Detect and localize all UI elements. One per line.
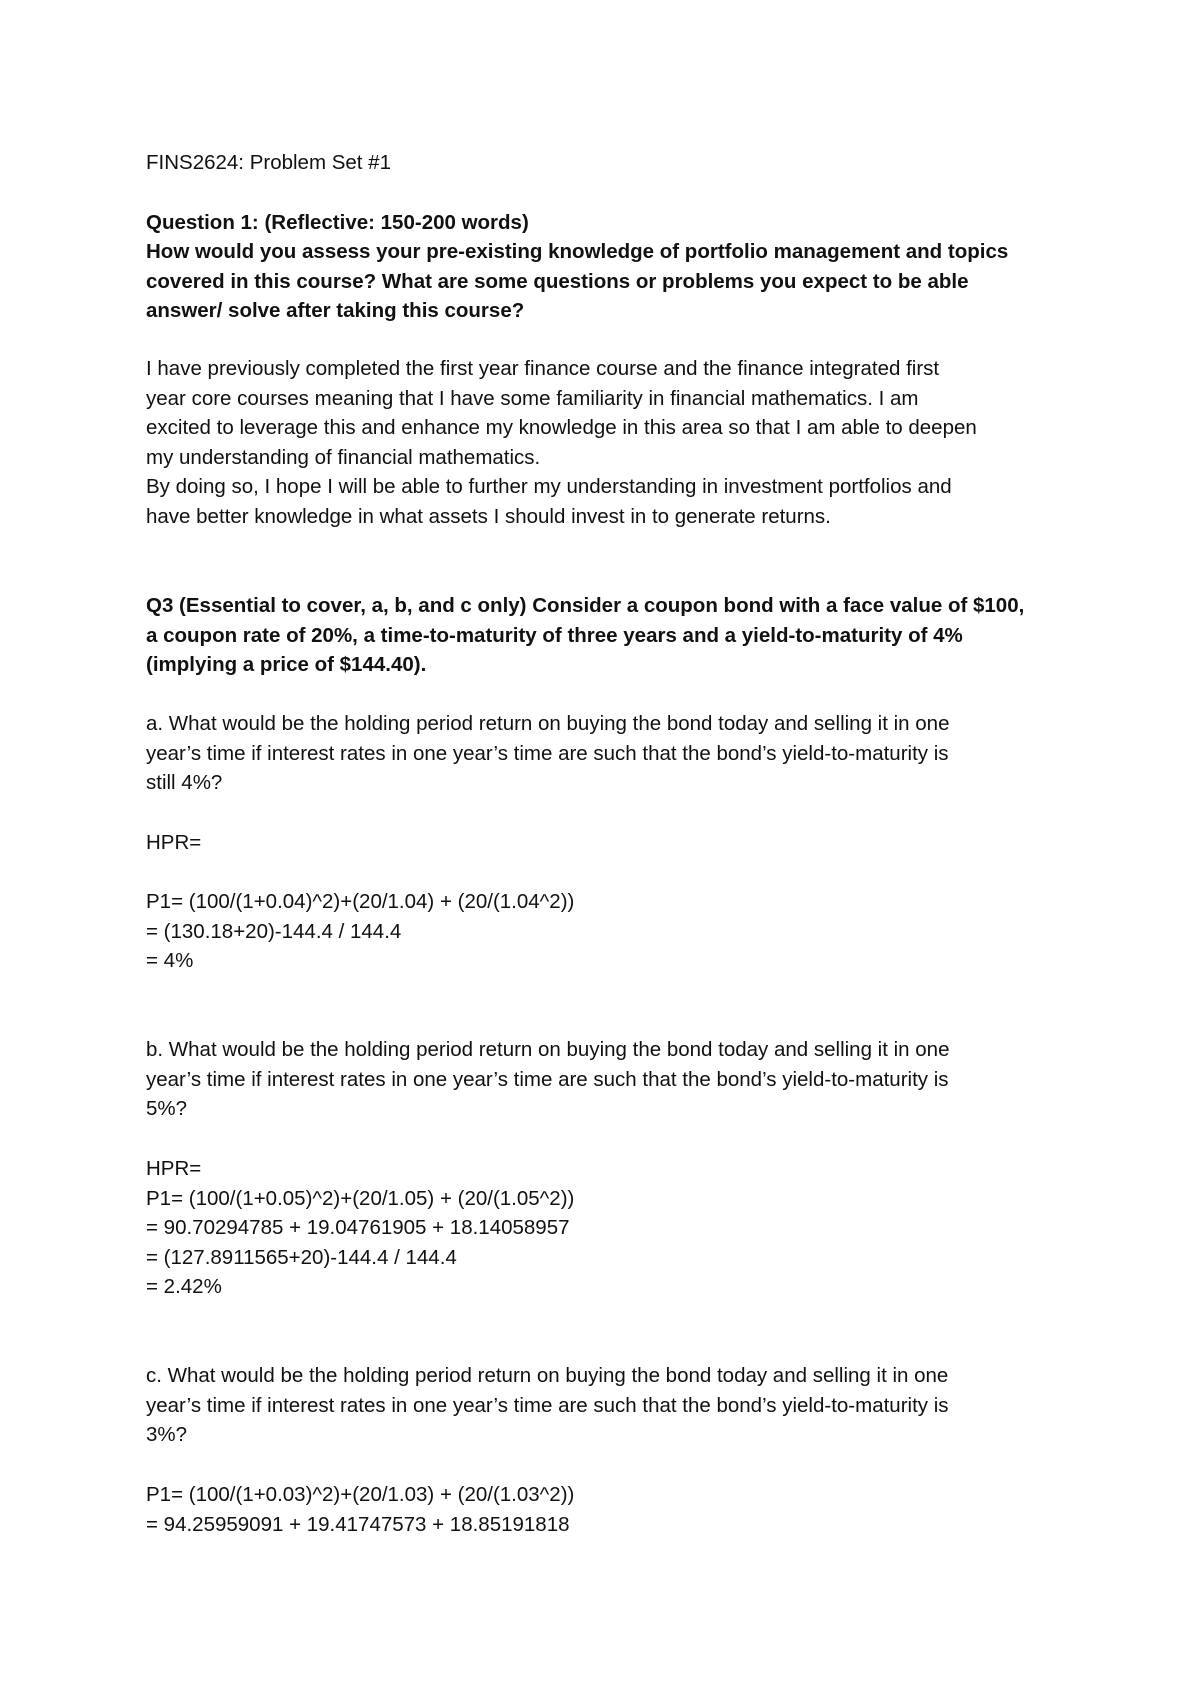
part-a-working-line: = 4% xyxy=(146,949,194,973)
question-1-answer-line: year core courses meaning that I have some familiarity in financial mathematics. I am xyxy=(146,386,919,410)
part-b-working xyxy=(146,1154,1086,1302)
part-b-working-line: = 2.42% xyxy=(146,1275,222,1299)
question-1-answer-line: By doing so, I hope I will be able to further my understanding in investment portfolios and xyxy=(146,475,952,499)
part-c-question xyxy=(146,1361,1086,1450)
part-b-working-line: = (127.8911565+20)-144.4 / 144.4 xyxy=(146,1245,457,1269)
question-1-heading: Question 1: (Reflective: 150-200 words) xyxy=(146,211,529,234)
part-a-question-line: still 4%? xyxy=(146,771,223,795)
part-b-question-line: b. What would be the holding period return on buying the bond today and selling it in one xyxy=(146,1038,950,1061)
question-3-heading xyxy=(146,591,1086,680)
part-b-working-line: HPR= xyxy=(146,1157,202,1180)
part-c-question-line: year’s time if interest rates in one year’s time are such that the bond’s yield-to-maturity is xyxy=(146,1393,949,1417)
part-c-working-line: P1= (100/(1+0.03)^2)+(20/1.03) + (20/(1.03^2)) xyxy=(146,1483,575,1506)
question-3-heading-line: Q3 (Essential to cover, a, b, and c only) Consider a coupon bond with a face value of $100, xyxy=(146,594,1025,617)
question-1-prompt xyxy=(146,237,1086,326)
question-3-heading-line: (implying a price of $144.40). xyxy=(146,653,427,677)
part-c-working xyxy=(146,1480,1086,1539)
part-a-question-line: year’s time if interest rates in one year’s time are such that the bond’s yield-to-maturity is xyxy=(146,741,949,765)
part-b-question-line: year’s time if interest rates in one year’s time are such that the bond’s yield-to-maturity is xyxy=(146,1067,949,1091)
question-3-heading-line: a coupon rate of 20%, a time-to-maturity of three years and a yield-to-maturity of 4% xyxy=(146,623,963,647)
part-a-working xyxy=(146,887,1086,976)
part-c-question-line: c. What would be the holding period return on buying the bond today and selling it in one xyxy=(146,1364,949,1387)
question-1-answer-line: excited to leverage this and enhance my knowledge in this area so that I am able to deepen xyxy=(146,416,977,440)
part-b-question-line: 5%? xyxy=(146,1097,188,1121)
question-1-prompt-line: covered in this course? What are some questions or problems you expect to be able xyxy=(146,269,969,293)
part-b-working-line: P1= (100/(1+0.05)^2)+(20/1.05) + (20/(1.05^2)) xyxy=(146,1186,575,1210)
question-1-prompt-line: answer/ solve after taking this course? xyxy=(146,299,525,323)
question-1-answer-line: my understanding of financial mathematics. xyxy=(146,445,541,469)
part-a-working-line: = (130.18+20)-144.4 / 144.4 xyxy=(146,919,402,943)
part-b-working-line: = 90.70294785 + 19.04761905 + 18.14058957 xyxy=(146,1216,570,1240)
part-a-question xyxy=(146,709,1086,798)
question-1-answer xyxy=(146,354,1086,532)
part-c-working-line: = 94.25959091 + 19.41747573 + 18.85191818 xyxy=(146,1512,570,1536)
part-b-question xyxy=(146,1035,1086,1124)
question-1-prompt-line: How would you assess your pre-existing knowledge of portfolio management and topics xyxy=(146,240,1009,263)
part-a-hpr-label: HPR= xyxy=(146,831,202,854)
question-1-answer-line: I have previously completed the first year finance course and the finance integrated first xyxy=(146,357,940,380)
part-c-question-line: 3%? xyxy=(146,1423,188,1447)
question-1-answer-line: have better knowledge in what assets I should invest in to generate returns. xyxy=(146,504,831,528)
part-a-working-line: P1= (100/(1+0.04)^2)+(20/1.04) + (20/(1.04^2)) xyxy=(146,890,575,913)
document-title: FINS2624: Problem Set #1 xyxy=(146,151,391,174)
part-a-question-line: a. What would be the holding period return on buying the bond today and selling it in one xyxy=(146,712,950,735)
